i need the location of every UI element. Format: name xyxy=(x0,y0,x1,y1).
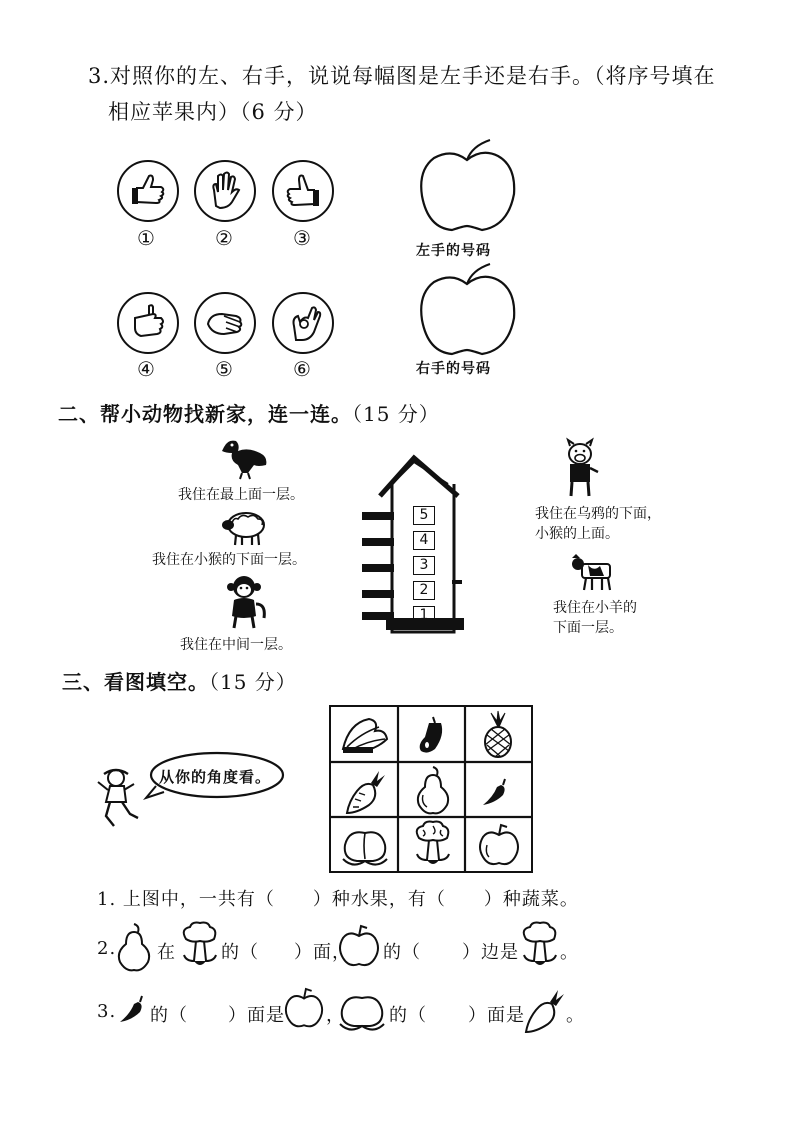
pear-icon xyxy=(413,765,453,815)
vegetable-leaf-icon xyxy=(339,713,391,757)
q3-line1-text: 对照你的左、右手，说说每幅图是左手还是右手。（将序号填在 xyxy=(110,64,716,88)
cow-text-1: 我住在小羊的 xyxy=(553,600,637,616)
apple-inline-icon-2 xyxy=(283,986,325,1032)
hand-4-circle xyxy=(117,292,179,354)
fill-q3-part-f: ）面是 xyxy=(468,1005,525,1026)
apple-grid-icon xyxy=(477,823,521,869)
floor-3-window: 3 xyxy=(413,556,435,575)
fist-pointing-icon xyxy=(119,294,177,352)
thumbs-up-left-icon xyxy=(119,162,177,220)
fist-sideways-icon xyxy=(196,294,254,352)
fill-q3-num: 3. xyxy=(97,1001,117,1022)
monkey-icon xyxy=(224,574,268,630)
radish-inline-icon xyxy=(522,988,566,1034)
apple-left-caption: 左手的号码 xyxy=(416,243,491,259)
open-palm-icon xyxy=(196,162,254,220)
fill-q3-blank-1[interactable] xyxy=(184,1001,226,1023)
cow-text-2: 下面一层。 xyxy=(553,620,623,636)
section3-title-text: 三、看图填空。 xyxy=(62,670,209,694)
chili-inline-icon xyxy=(118,994,148,1024)
fill-q1-part-c: ）种蔬菜。 xyxy=(483,889,579,910)
hand-1-circle xyxy=(117,160,179,222)
fill-q2-part-c: 的（ xyxy=(221,942,259,963)
crow-icon xyxy=(218,435,270,481)
fill-q2-part-d: ）面， xyxy=(294,942,351,963)
floor-5-window: 5 xyxy=(413,506,435,525)
child-figure-icon xyxy=(96,768,146,830)
fill-q3-part-c: ）面是 xyxy=(228,1005,285,1026)
floor-2-window: 2 xyxy=(413,581,435,600)
cow-icon xyxy=(570,552,616,592)
section2-points: （15 分） xyxy=(352,402,440,426)
hand-1-label: ① xyxy=(137,226,155,250)
sheep-text: 我住在小猴的下面一层。 xyxy=(152,552,306,568)
fill-q1-part-b: ）种水果，有（ xyxy=(312,889,446,910)
hand-5-circle xyxy=(194,292,256,354)
floor-list xyxy=(413,506,435,631)
fill-q3-part-d: ， xyxy=(326,1005,345,1026)
peach-inline-icon xyxy=(336,990,388,1032)
hand-2-circle xyxy=(194,160,256,222)
section2-title-text: 二、帮小动物找新家，连一连。 xyxy=(58,402,352,426)
peach-icon xyxy=(339,825,391,867)
apple-right-icon xyxy=(412,262,522,362)
fill-q2-part-f: ）边是 xyxy=(462,942,519,963)
chili-pepper-icon xyxy=(481,777,511,807)
pig-text-2: 小猴的上面。 xyxy=(535,526,619,542)
hand-5-label: ⑤ xyxy=(215,357,233,381)
thumbs-up-right-icon xyxy=(274,162,332,220)
crow-text: 我住在最上面一层。 xyxy=(178,487,304,503)
fill-q2-blank-1[interactable] xyxy=(252,938,292,960)
fill-q2-num: 2. xyxy=(97,938,117,959)
floor-4-window: 4 xyxy=(413,531,435,550)
section3-points: （15 分） xyxy=(209,670,297,694)
hand-3-label: ③ xyxy=(293,226,311,250)
sheep-icon xyxy=(220,505,268,547)
hand-6-label: ⑥ xyxy=(293,357,311,381)
picture-grid xyxy=(329,705,533,873)
hand-6-circle xyxy=(272,292,334,354)
cabbage-inline-icon xyxy=(178,920,220,972)
q3-line2: 相应苹果内）（6 分） xyxy=(108,100,318,124)
fill-q3-part-b: 的（ xyxy=(150,1005,188,1026)
fill-q2-part-b: 在 xyxy=(157,942,176,963)
pear-inline-icon xyxy=(114,922,154,972)
fill-q3-part-e: 的（ xyxy=(389,1005,427,1026)
fill-q3-blank-2[interactable] xyxy=(422,1001,466,1023)
eggplant-icon xyxy=(415,715,449,755)
hand-4-label: ④ xyxy=(137,357,155,381)
monkey-text: 我住在中间一层。 xyxy=(180,637,292,653)
cabbage-inline-icon-2 xyxy=(518,920,560,972)
fill-q2-blank-2[interactable] xyxy=(416,938,460,960)
section2-title xyxy=(58,398,440,427)
speech-bubble-text: 从你的角度看。 xyxy=(159,768,272,786)
radish-icon xyxy=(343,769,387,815)
hand-2-label: ② xyxy=(215,226,233,250)
fill-q2-part-g: 。 xyxy=(560,942,579,963)
apple-right-caption: 右手的号码 xyxy=(416,361,491,377)
fill-question-1 xyxy=(97,885,579,911)
pineapple-icon xyxy=(479,711,517,759)
q3-line1 xyxy=(88,60,716,90)
fill-q3-part-g: 。 xyxy=(566,1005,585,1026)
fill-q2-part-e: 的（ xyxy=(383,942,421,963)
pig-icon xyxy=(560,440,602,498)
apple-inline-icon xyxy=(337,924,381,970)
apple-left-icon xyxy=(412,138,522,238)
q3-number: 3. xyxy=(88,64,111,88)
hand-3-circle xyxy=(272,160,334,222)
fill-q1-part-a: 1. 上图中，一共有（ xyxy=(97,889,275,910)
pig-text-1: 我住在乌鸦的下面， xyxy=(535,506,661,522)
floor-1-window: 1 xyxy=(413,606,435,625)
section3-title xyxy=(62,666,297,695)
cabbage-icon xyxy=(411,820,453,870)
ok-gesture-icon xyxy=(274,294,332,352)
